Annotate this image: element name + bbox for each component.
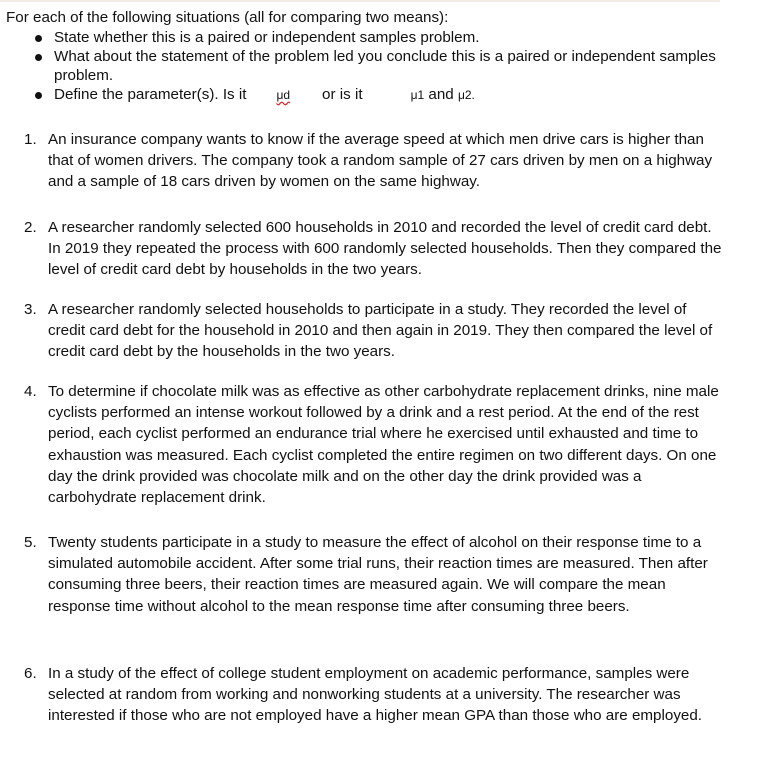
mu-1-symbol: μ1 <box>410 88 425 102</box>
problem-item-5 <box>24 532 724 617</box>
instruction-item <box>54 47 756 85</box>
problem-number: 5. <box>24 534 37 551</box>
problem-text: To determine if chocolate milk was as effective as other carbohydrate replacement drinks, nine male cyclists performed an intense workout followed by a drink and a rest period. At the end of the rest period, each cyclist performed an endurance trial where he exercised until exhausted and time to exhaustion was measured. Each cyclist completed the entire regimen on two different days. On one day the drink provided was chocolate milk and on the other day the drink provided was a carbohydrate replacement drink. <box>48 383 719 507</box>
top-divider <box>0 0 720 2</box>
bullet-icon <box>35 54 42 61</box>
bullet-icon <box>35 92 42 99</box>
problem-item-6 <box>24 663 724 727</box>
instruction-item-parameter <box>54 85 756 105</box>
problem-text: A researcher randomly selected households to participate in a study. They recorded the level of credit card debt for the household in 2010 and then again in 2019. They then compared the level of credit card debt by the households in the two years. <box>48 301 713 361</box>
document-body <box>6 8 756 105</box>
problem-text: An insurance company wants to know if the average speed at which men drive cars is higher than that of women drivers. The company took a random sample of 27 cars driven by men on a highway and a sample of 18 cars driven by women on the same highway. <box>48 131 713 191</box>
problem-item-4 <box>24 381 724 508</box>
problem-number: 2. <box>24 219 37 236</box>
problem-item-1 <box>24 129 724 193</box>
problem-item-3 <box>24 299 724 363</box>
problem-number: 3. <box>24 301 37 318</box>
parameter-and: and <box>428 86 454 103</box>
problem-number: 6. <box>24 665 37 682</box>
problem-text: In a study of the effect of college student employment on academic performance, samples were selected at random from working and nonworking students at a university. The researcher was interested if those who are not employed have a higher mean GPA than those who are employed. <box>48 665 703 725</box>
mu-2-symbol: μ2. <box>457 88 475 102</box>
problem-text: Twenty students participate in a study to measure the effect of alcohol on their response time to a simulated automobile accident. After some trial runs, their reaction times are measured. Then after consuming three beers, their reaction times are measured again. We will compare the mean response time without alcohol to the mean response time after consuming three beers. <box>48 534 708 615</box>
problem-item-2 <box>24 217 724 281</box>
bullet-icon <box>35 35 42 42</box>
parameter-lead: Define the parameter(s). Is it <box>54 86 247 103</box>
problem-number: 4. <box>24 383 37 400</box>
mu-d-symbol: μd <box>276 88 291 102</box>
instruction-text: State whether this is a paired or independent samples problem. <box>54 29 480 46</box>
instruction-list <box>6 28 756 105</box>
problem-text: A researcher randomly selected 600 households in 2010 and recorded the level of credit card debt. In 2019 they repeated the process with 600 randomly selected households. Then they compared the level of credit card debt by households in the two years. <box>48 219 722 279</box>
intro-text: For each of the following situations (all for comparing two means): <box>6 9 449 26</box>
instruction-text: What about the statement of the problem led you conclude this is a paired or independent samples problem. <box>54 48 716 84</box>
problem-number: 1. <box>24 131 37 148</box>
instruction-item <box>54 28 756 47</box>
parameter-or: or is it <box>322 86 363 103</box>
